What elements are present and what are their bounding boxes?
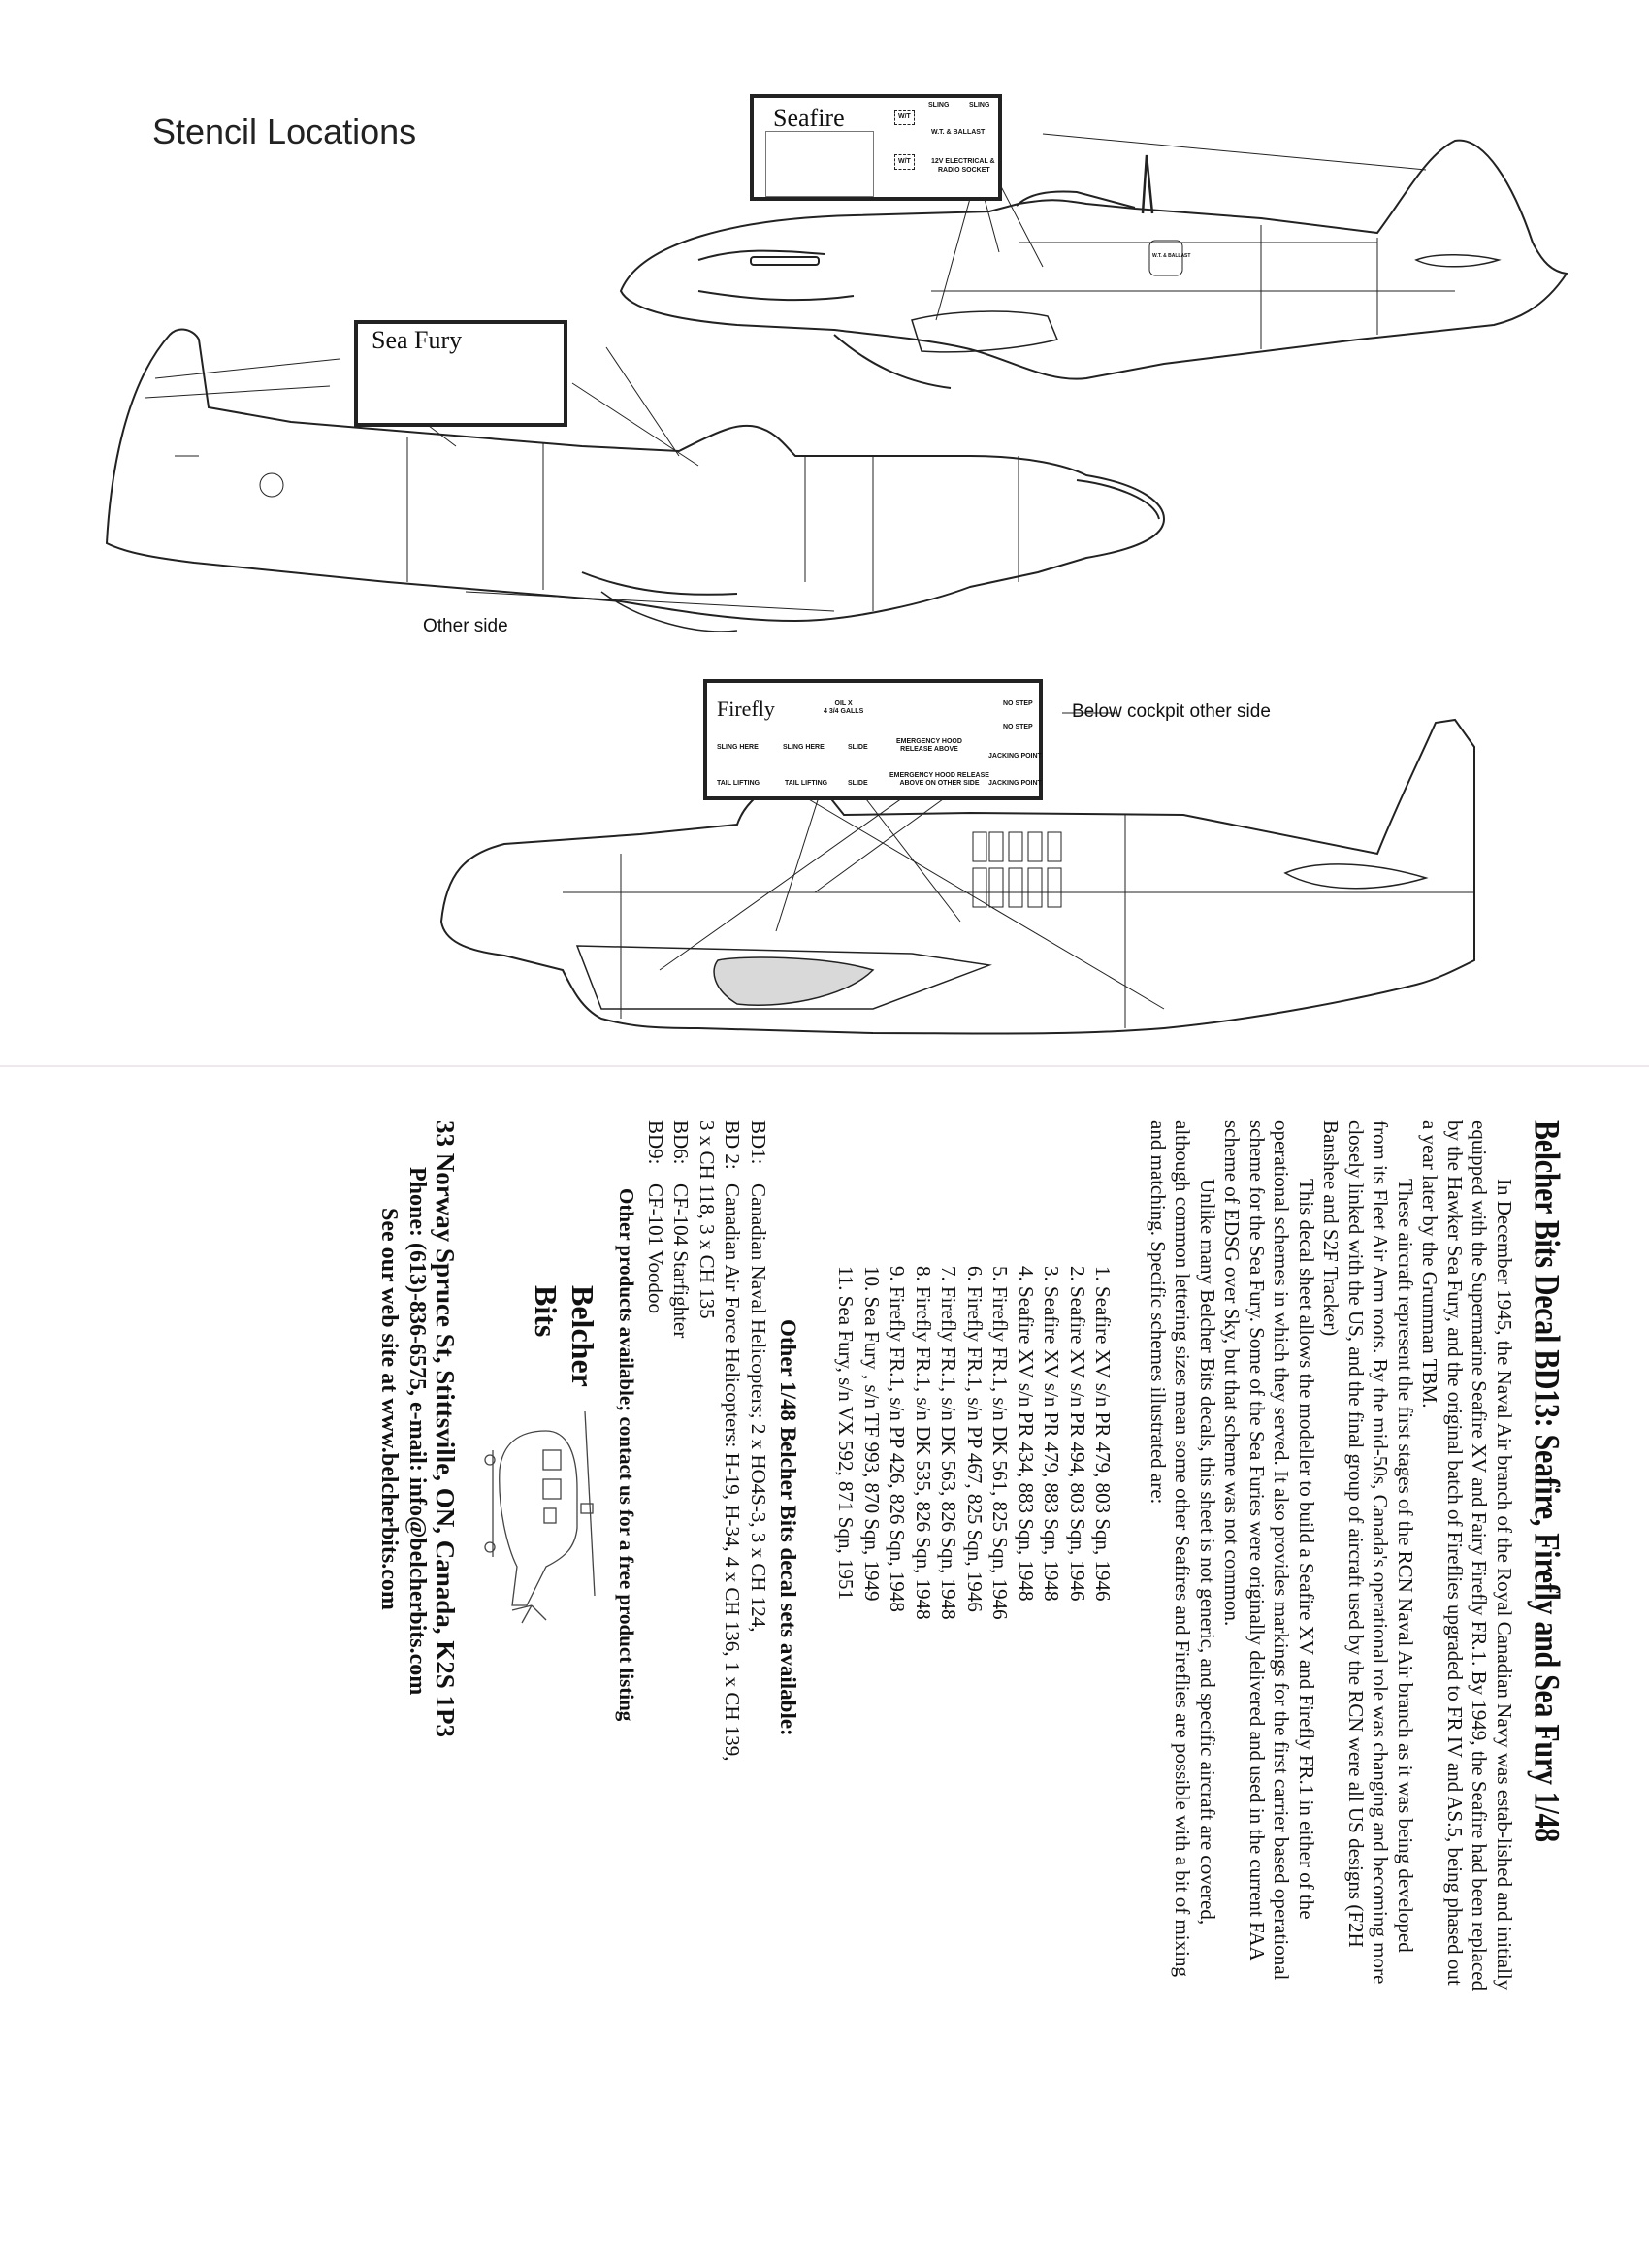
seafire-data-plate <box>765 131 874 197</box>
paragraph-history: In December 1945, the Naval Air branch of the Royal Canadian Navy was estab-lished and initially equipped with the Supermarine Seafire XV and Fairy Firefly FR.1. By 1949, the Seafire had been replaced by the Hawker Sea Fury, and the original batch of Fireflies upgraded to FR IV and AS.5, being phased out a year later by the Grumman TBM. <box>1418 1120 1516 1992</box>
other-side-callout: Other side <box>423 616 508 636</box>
stencil-locations-title: Stencil Locations <box>152 112 417 151</box>
other-sets-heading: Other 1/48 Belcher Bits decal sets available: <box>776 1319 800 1736</box>
emergency-hood-line2: RELEASE ABOVE <box>900 746 958 754</box>
sea-fury-drawing <box>107 330 1164 632</box>
oil-galls-label: 4 3/4 GALLS <box>824 708 864 716</box>
sea-fury-box-title: Sea Fury <box>372 326 463 354</box>
firefly-no-step-1: NO STEP <box>1003 700 1033 707</box>
intro-text <box>1146 1120 1517 1993</box>
firefly-oil-label <box>824 700 863 716</box>
seafire-fuselage-stencil: W.T. & BALLAST <box>1152 253 1191 259</box>
set-code: BD6: <box>669 1120 694 1165</box>
below-cockpit-callout: Below cockpit other side <box>1072 701 1271 722</box>
scheme-item: 11. Sea Fury, s/n VX 592, 871 Sqn, 1951 <box>834 1266 858 1600</box>
seafire-electrical: 12V ELECTRICAL & <box>931 158 995 165</box>
firefly-slide-2: SLIDE <box>848 780 868 787</box>
firefly-jacking-2: JACKING POINT <box>988 780 1042 787</box>
seafire-sling-1: SLING <box>928 102 950 109</box>
firefly-emergency-hood-1 <box>896 738 962 754</box>
seafire-box-title: Seafire <box>773 104 845 132</box>
seafire-wt-ballast: W.T. & BALLAST <box>931 129 986 136</box>
set-description: CF-101 Voodoo <box>644 1183 667 1314</box>
page-fold-line <box>0 1065 1649 1067</box>
firefly-tail-lifting-1: TAIL LIFTING <box>717 780 760 787</box>
firefly-no-step-2: NO STEP <box>1003 724 1033 730</box>
scheme-item: 9. Firefly FR.1, s/n PP 426, 826 Sqn, 1948 <box>886 1266 910 1612</box>
set-description: 3 x CH 118, 3 x CH 135 <box>695 1120 719 1319</box>
emergency-hood-release-line2: ABOVE ON OTHER SIDE <box>899 780 980 788</box>
scheme-item: 3. Seafire XV s/n PR 479, 883 Sqn, 1948 <box>1040 1266 1064 1602</box>
postal-address: 33 Norway Spruce St, Stittsville, ON, Canada, K2S 1P3 <box>431 1120 461 1738</box>
sea-fury-stencil-box <box>354 320 567 427</box>
set-description: Canadian Naval Helicopters; 2 x HO4S-3, 3 x CH 124, <box>747 1183 770 1633</box>
seafire-stencil-box <box>750 94 1002 201</box>
scheme-item: 1. Seafire XV s/n PR 479, 803 Sqn, 1946 <box>1091 1266 1116 1602</box>
other-set-row <box>720 1120 746 2052</box>
firefly-slide-1: SLIDE <box>848 744 868 751</box>
set-code: BD9: <box>644 1120 667 1165</box>
logo-bits: Bits <box>529 1285 565 1338</box>
firefly-sling-here-1: SLING HERE <box>717 744 759 751</box>
contact-block <box>375 1120 460 2052</box>
paragraph-generic: Unlike many Belcher Bits decals, this sheet is not generic, and specific aircraft are covered, although common lettering sizes mean some other Seafires and Fireflies are possible with a bit of mixing and matching. Specific schemes illustrated are: <box>1147 1120 1219 1977</box>
other-sets-list <box>643 1120 772 2052</box>
set-code: BD 2: <box>721 1120 745 1170</box>
scheme-item: 8. Firefly FR.1, s/n DK 535, 826 Sqn, 1948 <box>912 1266 935 1620</box>
other-set-row <box>668 1120 695 2052</box>
emergency-hood-line1: EMERGENCY HOOD <box>896 738 962 745</box>
scheme-item: 6. Firefly FR.1, s/n PP 467, 825 Sqn, 1946 <box>963 1266 986 1612</box>
other-set-row <box>695 1120 721 2052</box>
seafire-wt-icon: W/T <box>894 110 915 125</box>
other-set-row <box>746 1120 772 2052</box>
firefly-sling-here-2: SLING HERE <box>783 744 824 751</box>
firefly-stencil-box <box>703 679 1043 800</box>
logo-belcher: Belcher <box>566 1285 601 1387</box>
phone-email-line[interactable]: Phone: (613)-836-6575, e-mail: info@belcherbits.com <box>404 1167 431 1696</box>
scheme-item: 5. Firefly FR.1, s/n DK 561, 825 Sqn, 1946 <box>988 1266 1013 1620</box>
paragraph-roots: These aircraft represent the first stages of the RCN Naval Air branch as it was being developed from its Fleet Air Arm roots. By the mid-50s, Canada's operational role was changing and becoming more closely linked with the US, and the final group of aircraft used by the RCN were all US designs (F2H Banshee and S2F Tracker) <box>1319 1120 1417 1985</box>
scheme-item: 7. Firefly FR.1, s/n DK 563, 826 Sqn, 1948 <box>937 1266 961 1620</box>
belcher-bits-logo <box>460 1120 605 2052</box>
set-description: CF-104 Starfighter <box>669 1183 694 1339</box>
firefly-jacking-1: JACKING POINT <box>988 753 1042 760</box>
seafire-wt-icon-2: W/T <box>894 154 915 170</box>
scheme-item: 4. Seafire XV s/n PR 434, 883 Sqn, 1948 <box>1015 1266 1038 1602</box>
decal-info-panel <box>150 1120 1567 2052</box>
oil-label: OIL X <box>834 700 853 707</box>
other-set-row <box>643 1120 669 2052</box>
website-line[interactable]: See our web site at www.belcherbits.com <box>376 1208 403 1610</box>
firefly-tail-lifting-2: TAIL LIFTING <box>785 780 828 787</box>
seafire-sling-2: SLING <box>969 102 990 109</box>
scheme-item: 2. Seafire XV s/n PR 494, 803 Sqn, 1946 <box>1066 1266 1089 1602</box>
other-products-note: Other products available; contact us for a free product listing <box>615 1188 639 1722</box>
callout-leader-lines <box>146 112 1426 1009</box>
set-code: BD1: <box>747 1120 770 1165</box>
set-description: Canadian Air Force Helicopters: H-19, H-34, 4 x CH 136, 1 x CH 139, <box>721 1183 745 1762</box>
scheme-item: 10. Sea Fury , s/n TF 993, 870 Sqn, 1949 <box>860 1266 884 1602</box>
document-title: Belcher Bits Decal BD13: Seafire, Firefly and Sea Fury 1/48 <box>1526 1120 1567 1842</box>
helicopter-icon <box>460 1411 605 1625</box>
firefly-box-title: Firefly <box>717 697 775 721</box>
paragraph-sheet: This decal sheet allows the modeller to build a Seafire XV and Firefly FR.1 in either of the operational schemes in which they served. It also provides markings for the first carrier based operational scheme for the Sea Fury. Some of the Sea Furies were originally delivered and used in the current FAA scheme of EDSG over Sky, but that scheme was not common. <box>1220 1120 1318 1981</box>
emergency-hood-release-line1: EMERGENCY HOOD RELEASE <box>889 772 989 779</box>
firefly-emergency-hood-2 <box>889 772 989 788</box>
seafire-radio-socket: RADIO SOCKET <box>938 167 990 174</box>
scheme-list <box>833 1266 1116 2052</box>
